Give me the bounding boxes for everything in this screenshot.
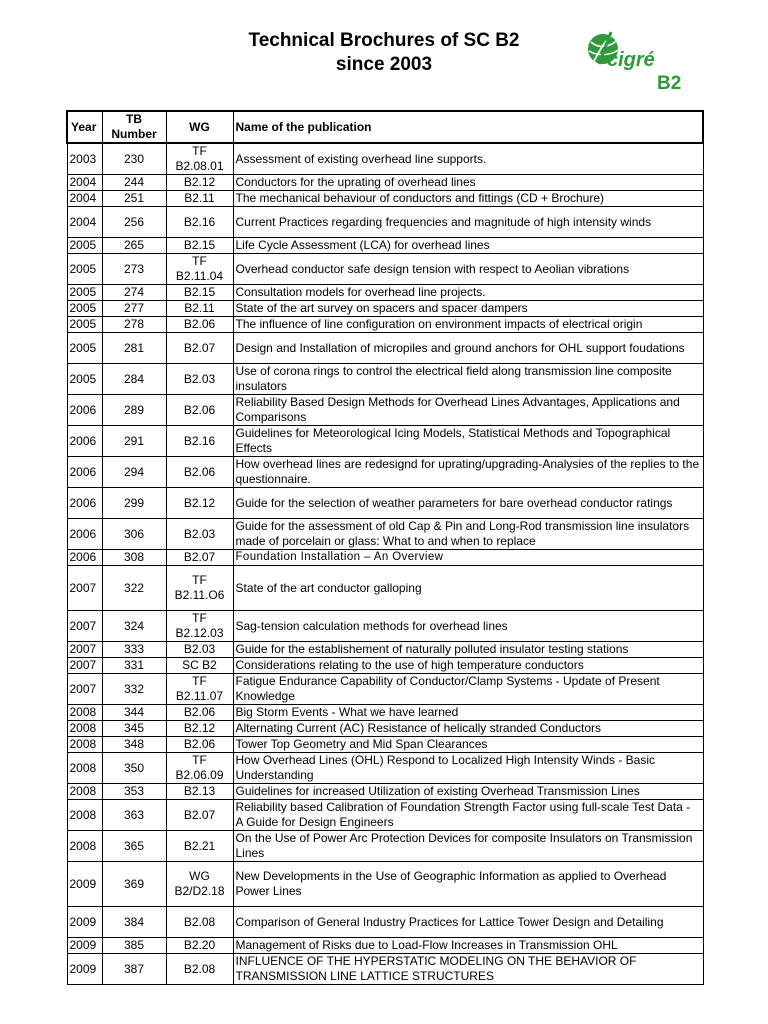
cell-year: 2007 (67, 642, 102, 658)
cell-year: 2007 (67, 566, 102, 611)
cell-wg (166, 705, 233, 721)
wg-line: B2.06 (183, 464, 216, 479)
table-row (67, 175, 703, 191)
table-row (67, 143, 703, 175)
cell-publication-name: How Overhead Lines (OHL) Respond to Localized High Intensity Winds - Basic Understanding (233, 753, 703, 784)
wg-line: SC B2 (182, 658, 217, 672)
cell-tb-number: 230 (102, 143, 166, 175)
table-row (67, 457, 703, 488)
wg-line: B2.07 (183, 807, 216, 822)
column-header-year: Year (67, 111, 102, 143)
table-row (67, 301, 703, 317)
table-row (67, 317, 703, 333)
tb-header-line-1: TB (126, 112, 142, 126)
wg-line: B2.11 (184, 301, 215, 315)
cell-year: 2008 (67, 737, 102, 753)
cell-tb-number: 363 (102, 800, 166, 831)
table-body (67, 143, 703, 985)
wg-line: B2.21 (183, 838, 216, 853)
cell-year: 2008 (67, 831, 102, 862)
cell-wg (166, 737, 233, 753)
table-row (67, 938, 703, 954)
wg-line: B2.06.09 (175, 768, 224, 782)
cell-year: 2004 (67, 175, 102, 191)
cell-wg (166, 954, 233, 985)
wg-line: TF (192, 611, 207, 625)
cell-year: 2005 (67, 317, 102, 333)
wg-line: B2.13 (183, 784, 216, 798)
brochures-table (66, 110, 704, 985)
cell-tb-number: 294 (102, 457, 166, 488)
cell-year: 2005 (67, 301, 102, 317)
wg-line: WG (189, 869, 210, 883)
cell-wg (166, 317, 233, 333)
wg-line: TF (192, 573, 207, 587)
cell-year: 2008 (67, 705, 102, 721)
cell-publication-name: Reliability Based Design Methods for Overhead Lines Advantages, Applications and Comparisons (233, 395, 703, 426)
page-header (0, 0, 768, 100)
cell-year: 2006 (67, 426, 102, 457)
cell-tb-number: 344 (102, 705, 166, 721)
cell-tb-number: 333 (102, 642, 166, 658)
cell-year: 2009 (67, 862, 102, 907)
cell-publication-name: Reliability based Calibration of Foundation Strength Factor using full-scale Test Data - A Guide for Design Engineers (233, 800, 703, 831)
cell-tb-number: 265 (102, 238, 166, 254)
column-header-tb-number (102, 111, 166, 143)
cell-wg (166, 301, 233, 317)
table-row (67, 611, 703, 642)
wg-line: TF (192, 254, 207, 268)
cell-publication-name: Overhead conductor safe design tension with respect to Aeolian vibrations (233, 254, 703, 285)
table-row (67, 642, 703, 658)
table-row (67, 191, 703, 207)
table-row (67, 753, 703, 784)
wg-line: B2.08 (183, 914, 216, 929)
table-row (67, 333, 703, 364)
cell-publication-name: The mechanical behaviour of conductors and fittings (CD + Brochure) (233, 191, 703, 207)
table-row (67, 831, 703, 862)
cell-year: 2009 (67, 907, 102, 938)
cell-publication-name: Use of corona rings to control the electrical field along transmission line composite insulators (233, 364, 703, 395)
table-header (67, 111, 703, 143)
cell-publication-name: INFLUENCE OF THE HYPERSTATIC MODELING ON THE BEHAVIOR OF TRANSMISSION LINE LATTICE STRUCTURES (233, 954, 703, 985)
cell-publication-name: Design and Installation of micropiles and ground anchors for OHL support foudations (233, 333, 703, 364)
cell-wg (166, 207, 233, 238)
cell-year: 2009 (67, 954, 102, 985)
cell-wg (166, 674, 233, 705)
cell-wg (166, 938, 233, 954)
cell-wg (166, 611, 233, 642)
cell-wg (166, 143, 233, 175)
cell-year: 2005 (67, 333, 102, 364)
cell-year: 2007 (67, 674, 102, 705)
cell-publication-name: Guidelines for increased Utilization of existing Overhead Transmission Lines (233, 784, 703, 800)
cell-tb-number: 284 (102, 364, 166, 395)
cell-tb-number: 331 (102, 658, 166, 674)
table-row (67, 862, 703, 907)
title-line-1: Technical Brochures of SC B2 (248, 30, 520, 51)
cell-tb-number: 289 (102, 395, 166, 426)
wg-line: B2.12 (183, 721, 216, 735)
wg-line: B2.12.03 (175, 626, 224, 640)
cell-publication-name: Foundation Installation – An Overview (233, 550, 703, 566)
wg-line: B2.03 (183, 526, 216, 541)
cell-tb-number: 256 (102, 207, 166, 238)
cell-year: 2006 (67, 519, 102, 550)
cell-publication-name: Guide for the selection of weather parameters for bare overhead conductor ratings (233, 488, 703, 519)
cell-wg (166, 488, 233, 519)
cell-wg (166, 285, 233, 301)
cell-tb-number: 348 (102, 737, 166, 753)
table-row (67, 721, 703, 737)
table-row (67, 395, 703, 426)
wg-line: B2.08 (183, 961, 216, 976)
cell-publication-name: Consultation models for overhead line projects. (233, 285, 703, 301)
tb-header-line-2: Number (111, 127, 157, 141)
cell-publication-name: Current Practices regarding frequencies and magnitude of high intensity winds (233, 207, 703, 238)
cell-wg (166, 566, 233, 611)
cell-year: 2006 (67, 550, 102, 566)
table-row (67, 285, 703, 301)
cell-publication-name: Sag-tension calculation methods for overhead lines (233, 611, 703, 642)
logo-wordmark: cigré (607, 49, 655, 71)
cell-wg (166, 831, 233, 862)
cell-wg (166, 721, 233, 737)
table-row (67, 488, 703, 519)
cell-tb-number: 369 (102, 862, 166, 907)
cell-wg (166, 519, 233, 550)
cell-wg (166, 784, 233, 800)
table-row (67, 705, 703, 721)
cell-tb-number: 387 (102, 954, 166, 985)
table-row (67, 784, 703, 800)
wg-line: TF (192, 144, 207, 158)
wg-line: B2.16 (183, 433, 216, 448)
cell-publication-name: Assessment of existing overhead line supports. (233, 143, 703, 175)
cell-publication-name: On the Use of Power Arc Protection Devices for composite Insulators on Transmission Lines (233, 831, 703, 862)
cell-tb-number: 281 (102, 333, 166, 364)
table-row (67, 566, 703, 611)
table-row (67, 737, 703, 753)
wg-line: TF (192, 674, 207, 688)
cell-tb-number: 251 (102, 191, 166, 207)
cell-year: 2005 (67, 285, 102, 301)
cell-publication-name: State of the art survey on spacers and spacer dampers (233, 301, 703, 317)
cell-publication-name: How overhead lines are redesignd for uprating/upgrading-Analysies of the replies to the questionnaire. (233, 457, 703, 488)
cell-wg (166, 658, 233, 674)
cell-wg (166, 907, 233, 938)
cell-publication-name: Fatigue Endurance Capability of Conductor/Clamp Systems - Update of Present Knowledge (233, 674, 703, 705)
cell-year: 2008 (67, 800, 102, 831)
cell-wg (166, 364, 233, 395)
cell-wg (166, 175, 233, 191)
cell-year: 2007 (67, 611, 102, 642)
cell-year: 2008 (67, 784, 102, 800)
cell-year: 2006 (67, 395, 102, 426)
cell-year: 2004 (67, 191, 102, 207)
cell-publication-name: Guide for the establishement of naturally polluted insulator testing stations (233, 642, 703, 658)
cell-wg (166, 395, 233, 426)
wg-line: B2.08.01 (175, 159, 224, 173)
wg-line: TF (192, 753, 207, 767)
cell-publication-name: Considerations relating to the use of high temperature conductors (233, 658, 703, 674)
cell-publication-name: Comparison of General Industry Practices for Lattice Tower Design and Detailing (233, 907, 703, 938)
wg-line: B2.03 (183, 642, 216, 656)
cell-year: 2008 (67, 721, 102, 737)
wg-line: B2.16 (183, 214, 216, 229)
cell-tb-number: 332 (102, 674, 166, 705)
cell-tb-number: 322 (102, 566, 166, 611)
cell-publication-name: New Developments in the Use of Geographic Information as applied to Overhead Power Lines (233, 862, 703, 907)
cell-tb-number: 324 (102, 611, 166, 642)
cell-year: 2009 (67, 938, 102, 954)
cell-year: 2008 (67, 753, 102, 784)
cell-tb-number: 365 (102, 831, 166, 862)
cell-wg (166, 333, 233, 364)
wg-line: B2.20 (183, 938, 216, 952)
cell-wg (166, 753, 233, 784)
cell-wg (166, 642, 233, 658)
cell-publication-name: The influence of line configuration on environment impacts of electrical origin (233, 317, 703, 333)
logo-code: B2 (657, 73, 682, 94)
table-row (67, 238, 703, 254)
cell-publication-name: Life Cycle Assessment (LCA) for overhead lines (233, 238, 703, 254)
cell-tb-number: 291 (102, 426, 166, 457)
wg-line: B2.11.O6 (174, 588, 225, 602)
wg-line: B2.06 (183, 402, 216, 417)
cell-wg (166, 426, 233, 457)
wg-line: B2.12 (183, 175, 216, 189)
cell-publication-name: Management of Risks due to Load-Flow Increases in Transmission OHL (233, 938, 703, 954)
table-row (67, 519, 703, 550)
cell-year: 2006 (67, 488, 102, 519)
cell-wg (166, 550, 233, 566)
cell-wg (166, 238, 233, 254)
wg-line: B2.06 (183, 705, 216, 719)
cell-year: 2005 (67, 238, 102, 254)
table-row (67, 254, 703, 285)
cell-publication-name: Big Storm Events - What we have learned (233, 705, 703, 721)
cell-year: 2005 (67, 254, 102, 285)
table-row (67, 550, 703, 566)
cell-year: 2006 (67, 457, 102, 488)
wg-line: B2.15 (183, 238, 216, 252)
column-header-name: Name of the publication (233, 111, 703, 143)
cigre-b2-logo (583, 28, 695, 94)
title-line-2: since 2003 (335, 54, 433, 75)
cell-publication-name: Tower Top Geometry and Mid Span Clearances (233, 737, 703, 753)
cell-wg (166, 862, 233, 907)
wg-line: B2.11.07 (175, 689, 224, 703)
cell-tb-number: 278 (102, 317, 166, 333)
table-row (67, 674, 703, 705)
cell-tb-number: 244 (102, 175, 166, 191)
cell-tb-number: 306 (102, 519, 166, 550)
wg-line: B2.07 (183, 550, 216, 564)
cell-tb-number: 353 (102, 784, 166, 800)
page-title (200, 29, 568, 77)
cell-wg (166, 191, 233, 207)
wg-line: B2.07 (183, 340, 216, 355)
header-row (67, 111, 703, 143)
table-row (67, 207, 703, 238)
cell-publication-name: Conductors for the uprating of overhead lines (233, 175, 703, 191)
wg-line: B2.11.04 (175, 269, 224, 283)
cell-tb-number: 385 (102, 938, 166, 954)
table-row (67, 954, 703, 985)
cell-tb-number: 384 (102, 907, 166, 938)
cell-wg (166, 254, 233, 285)
cell-publication-name: Alternating Current (AC) Resistance of helically stranded Conductors (233, 721, 703, 737)
cell-publication-name: State of the art conductor galloping (233, 566, 703, 611)
wg-line: B2.06 (183, 737, 216, 751)
wg-line: B2.15 (183, 285, 216, 299)
table-row (67, 907, 703, 938)
wg-line: B2.03 (183, 371, 216, 386)
cell-tb-number: 308 (102, 550, 166, 566)
wg-line: B2.11 (184, 191, 215, 205)
table-row (67, 426, 703, 457)
cell-year: 2005 (67, 364, 102, 395)
cell-tb-number: 277 (102, 301, 166, 317)
column-header-wg: WG (166, 111, 233, 143)
cell-publication-name: Guidelines for Meteorological Icing Models, Statistical Methods and Topographical Effects (233, 426, 703, 457)
cell-year: 2004 (67, 207, 102, 238)
cell-publication-name: Guide for the assessment of old Cap & Pin and Long-Rod transmission line insulators made of porcelain or glass: What to and when to replace (233, 519, 703, 550)
cell-tb-number: 274 (102, 285, 166, 301)
table-row (67, 658, 703, 674)
cell-tb-number: 350 (102, 753, 166, 784)
table-row (67, 364, 703, 395)
cell-wg (166, 800, 233, 831)
cell-tb-number: 345 (102, 721, 166, 737)
table-row (67, 800, 703, 831)
wg-line: B2.06 (183, 317, 216, 331)
cell-tb-number: 273 (102, 254, 166, 285)
cell-year: 2007 (67, 658, 102, 674)
cell-year: 2003 (67, 143, 102, 175)
wg-line: B2/D2.18 (174, 884, 225, 898)
cell-tb-number: 299 (102, 488, 166, 519)
wg-line: B2.12 (183, 495, 216, 510)
cell-wg (166, 457, 233, 488)
